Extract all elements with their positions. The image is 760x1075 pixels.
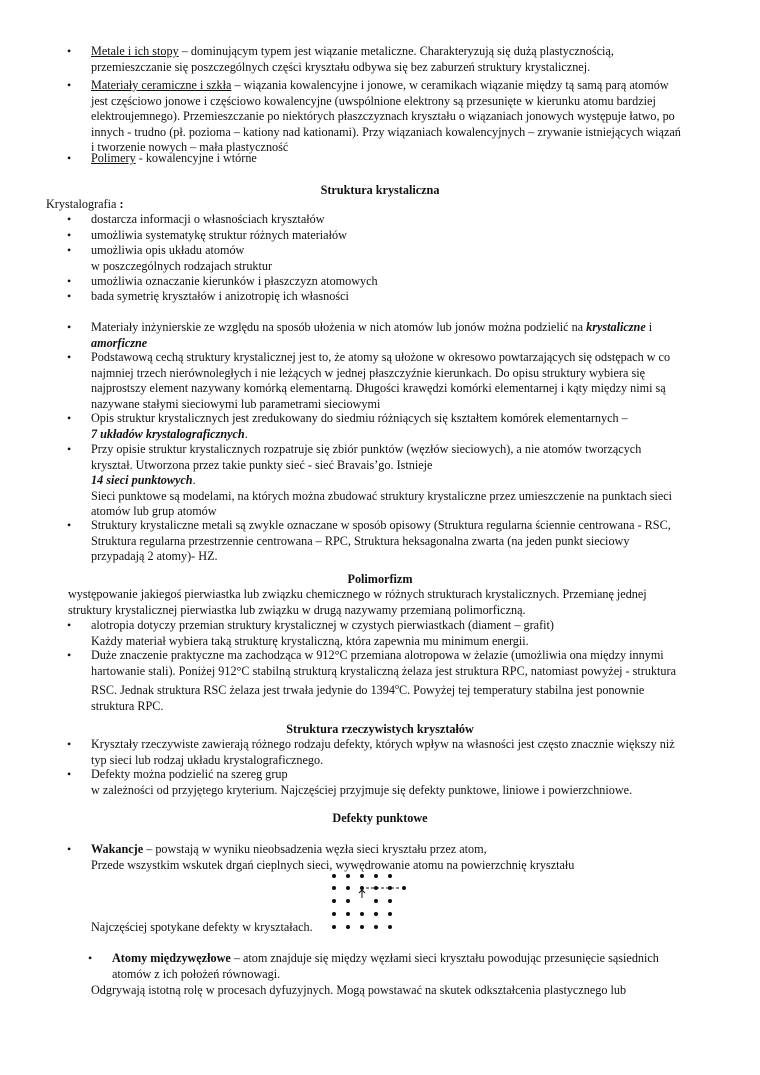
text: Kryształy rzeczywiste zawierają różnego rodzaju defekty, których wpływ na własności jest często znacznie większy niż bbox=[91, 737, 675, 751]
list-item-basic-feature bbox=[67, 350, 741, 412]
bullet: • bbox=[67, 737, 72, 751]
section-heading-polymorphism: Polimorfizm bbox=[347, 572, 413, 586]
list-item-materials bbox=[67, 320, 741, 351]
text: Defekty można podzielić na szereg grup bbox=[91, 767, 288, 781]
bullet: • bbox=[67, 289, 72, 303]
text: w poszczególnych rodzajach struktur bbox=[91, 258, 273, 273]
text: - kowalencyjne i wtórne bbox=[135, 151, 257, 165]
bullet: • bbox=[67, 243, 72, 257]
list-item-interstitial bbox=[88, 951, 742, 982]
text: struktury krystalicznej pierwiastka lub związku w drugą nazywamy przemianą polimorficzną. bbox=[68, 602, 526, 617]
text: – wiązania kowalencyjne i jonowe, w ceramikach wiązanie między tą samą parą atomów bbox=[231, 78, 669, 92]
list-item bbox=[67, 228, 347, 244]
text: występowanie jakiegoś pierwiastka lub związku chemicznego w różnych strukturach krystalicznych. Przemianę jednej bbox=[68, 587, 647, 601]
list-item-defects bbox=[67, 737, 741, 768]
list-item bbox=[67, 274, 378, 290]
text-most-common: Najczęściej spotykane defekty w kryształach. bbox=[91, 920, 313, 934]
list-item-iron bbox=[67, 648, 741, 714]
section-heading-point-defects: Defekty punktowe bbox=[332, 811, 428, 825]
text: – atom znajduje się między węzłami sieci kryształu powodując przesunięcie sąsiednich bbox=[230, 951, 659, 965]
text: . bbox=[244, 426, 248, 441]
vacancy-lattice-figure bbox=[328, 872, 418, 932]
bullet: • bbox=[67, 151, 72, 165]
list-item-seven-systems bbox=[67, 411, 741, 442]
text: typ sieci lub rodzaj układu krystalograficznego. bbox=[91, 752, 324, 767]
text: kryształ. Utworzona przez takie punkty sieć - sieć Bravais’go. Istnieje bbox=[91, 457, 433, 472]
term-interstitial: Atomy międzywęzłowe bbox=[112, 951, 231, 965]
text: Struktury krystaliczne metali są zwykle oznaczane w sposób opisowy (Struktura regularna ściennie centrowana - RSC, bbox=[91, 518, 671, 532]
text: i bbox=[645, 320, 653, 334]
bullet: • bbox=[67, 320, 72, 334]
text: umożliwia opis układu atomów bbox=[91, 243, 245, 257]
text: C. Powyżej tej temperatury stabilna jest ponownie bbox=[398, 683, 645, 698]
text: atomów lub grup atomów bbox=[91, 504, 217, 518]
text: nazywane stałymi sieciowymi lub parametrami sieciowymi bbox=[91, 396, 381, 411]
text: Każdy materiał wybiera taką strukturę krystaliczną, która zapewnia mu minimum energii. bbox=[91, 633, 529, 648]
bullet: • bbox=[67, 518, 72, 532]
section-heading-real-crystals: Struktura rzeczywistych kryształów bbox=[286, 722, 474, 736]
text: alotropia dotyczy przemian struktury krystalicznej w czystych pierwiastkach (diament – grafit) bbox=[91, 618, 554, 632]
text: elektroujemnego). Przemieszczanie po niektórych płaszczyznach kryształu o wiązaniach jonowych występuje łatwo, po bbox=[91, 109, 675, 123]
term-ceramics: Materiały ceramiczne i szkła bbox=[91, 78, 232, 92]
text: przypadają 2 atomy)- HZ. bbox=[91, 549, 218, 563]
list-item-vacancies bbox=[67, 842, 741, 873]
text: umożliwia systematykę struktur różnych materiałów bbox=[91, 228, 347, 242]
bullet: • bbox=[67, 618, 72, 632]
text: atomów z ich położeń równowagi. bbox=[112, 966, 281, 981]
text: Podstawową cechą struktury krystalicznej jest to, że atomy są ułożone w okresowo powtarzających się odstępach w co bbox=[91, 350, 671, 364]
text: Krystalografia bbox=[46, 197, 117, 211]
lattice-svg bbox=[328, 872, 418, 932]
list-item-polymers bbox=[67, 151, 731, 167]
bullet: • bbox=[67, 767, 72, 781]
text: innych - trudno (pł. pozioma – kationy nad kationami). Przy wiązaniach kowalencyjnych – zrywanie istniejących wiązań bbox=[91, 124, 681, 139]
text: najmniej trzech nierównoległych i nie leżących w jednej płaszczyźnie kierunkach. Do opisu struktury wybiera się bbox=[91, 365, 645, 380]
list-item-metals bbox=[67, 44, 731, 75]
text: w zależności od przyjętego kryterium. Najczęściej przyjmuje się defekty punktowe, liniowe i powierzchniowe. bbox=[91, 782, 633, 797]
text: Przy opisie struktur krystalicznych rozpatruje się zbiór punktów (węzłów sieciowych), a nie atomów tworzących bbox=[91, 442, 642, 456]
paragraph-polymorphism bbox=[68, 587, 738, 618]
text: Sieci punktowe są modelami, na których można zbudować struktury krystaliczne przez umieszczenie na punktach sieci bbox=[91, 488, 673, 503]
bullet: • bbox=[67, 648, 72, 662]
text: Struktura regularna przestrzennie centrowana – RPC, Struktura heksagonalna zwarta (na jeden punkt sieciowy bbox=[91, 533, 630, 548]
text: jest częściowo jonowe i częściowo kowalencyjne (uwspólnione elektrony są przesunięte w kierunku atomu bardziej bbox=[91, 93, 656, 108]
text: dostarcza informacji o własnościach kryształów bbox=[91, 212, 325, 226]
text: umożliwia oznaczanie kierunków i płaszczyzn atomowych bbox=[91, 274, 378, 288]
text-diffusion: Odgrywają istotną rolę w procesach dyfuzyjnych. Mogą powstawać na skutek odkształcenia plastycznego lub bbox=[91, 983, 627, 997]
term-metals: Metale i ich stopy bbox=[91, 44, 179, 58]
bullet: • bbox=[67, 842, 72, 856]
bullet: • bbox=[67, 44, 72, 58]
text: struktura RPC. bbox=[91, 698, 164, 713]
text: – dominującym typem jest wiązanie metaliczne. Charakteryzują się dużą plastycznością, bbox=[178, 44, 614, 58]
term-amorphous: amorficzne bbox=[91, 335, 148, 350]
list-item-metal-structures bbox=[67, 518, 741, 565]
lead-crystallography bbox=[46, 197, 124, 213]
bullet: • bbox=[67, 350, 72, 364]
section-heading-crystal-structure: Struktura krystaliczna bbox=[320, 183, 440, 197]
list-item bbox=[67, 289, 349, 305]
text: Opis struktur krystalicznych jest zredukowany do siedmiu różniących się kształtem komórek elementarnych – bbox=[91, 411, 628, 425]
bullet: • bbox=[67, 274, 72, 288]
list-item-allotropy bbox=[67, 618, 741, 649]
term-seven-systems: 7 układów krystalograficznych bbox=[91, 426, 245, 441]
list-item bbox=[67, 212, 325, 228]
list-item-defect-groups bbox=[67, 767, 741, 798]
list-item bbox=[67, 243, 273, 274]
bullet: • bbox=[67, 442, 72, 456]
term-crystalline: krystaliczne bbox=[586, 320, 646, 334]
list-item-ceramics bbox=[67, 78, 741, 156]
text: . bbox=[192, 473, 196, 487]
text: i tworzenie nowych – mała plastyczność bbox=[91, 140, 289, 154]
text: Przede wszystkim wskutek drgań cieplnych sieci, wywędrowanie atomu na powierzchnię kryształu bbox=[91, 857, 575, 872]
text: hartowanie stali). Poniżej 912°C stabilną strukturą krystaliczną żelaza jest struktura RPC, natomiast powyżej - struktura bbox=[91, 663, 676, 678]
text: bada symetrię kryształów i anizotropię ich własności bbox=[91, 289, 349, 303]
term-vacancies: Wakancje bbox=[91, 842, 144, 856]
text: : bbox=[116, 197, 124, 211]
bullet: • bbox=[67, 212, 72, 226]
text: RSC. Jednak struktura RSC żelaza jest trwała jedynie do 1394 bbox=[91, 683, 395, 698]
text: Duże znaczenie praktyczne ma zachodząca w 912°C przemiana alotropowa w żelazie (umożliwia ona między innymi bbox=[91, 648, 664, 662]
bullet: • bbox=[67, 411, 72, 425]
text: – powstają w wyniku nieobsadzenia węzła sieci kryształu przez atom, bbox=[143, 842, 487, 856]
bullet: • bbox=[67, 78, 72, 92]
degree-sup: o bbox=[394, 682, 399, 691]
bullet: • bbox=[67, 228, 72, 242]
term-14-lattices: 14 sieci punktowych bbox=[91, 473, 193, 487]
list-item-bravais bbox=[67, 442, 741, 520]
text: przemieszczanie się poszczególnych części kryształu odbywa się bez zaburzeń struktury krystalicznej. bbox=[91, 59, 591, 74]
text: Materiały inżynierskie ze względu na sposób ułożenia w nich atomów lub jonów można podzielić na bbox=[91, 320, 587, 334]
term-polymers: Polimery bbox=[91, 151, 136, 165]
bullet: • bbox=[88, 951, 93, 965]
text: najprostszy element nazywany komórką elementarną. Długości krawędzi komórki elementarnej i kąty między nimi są bbox=[91, 381, 666, 395]
